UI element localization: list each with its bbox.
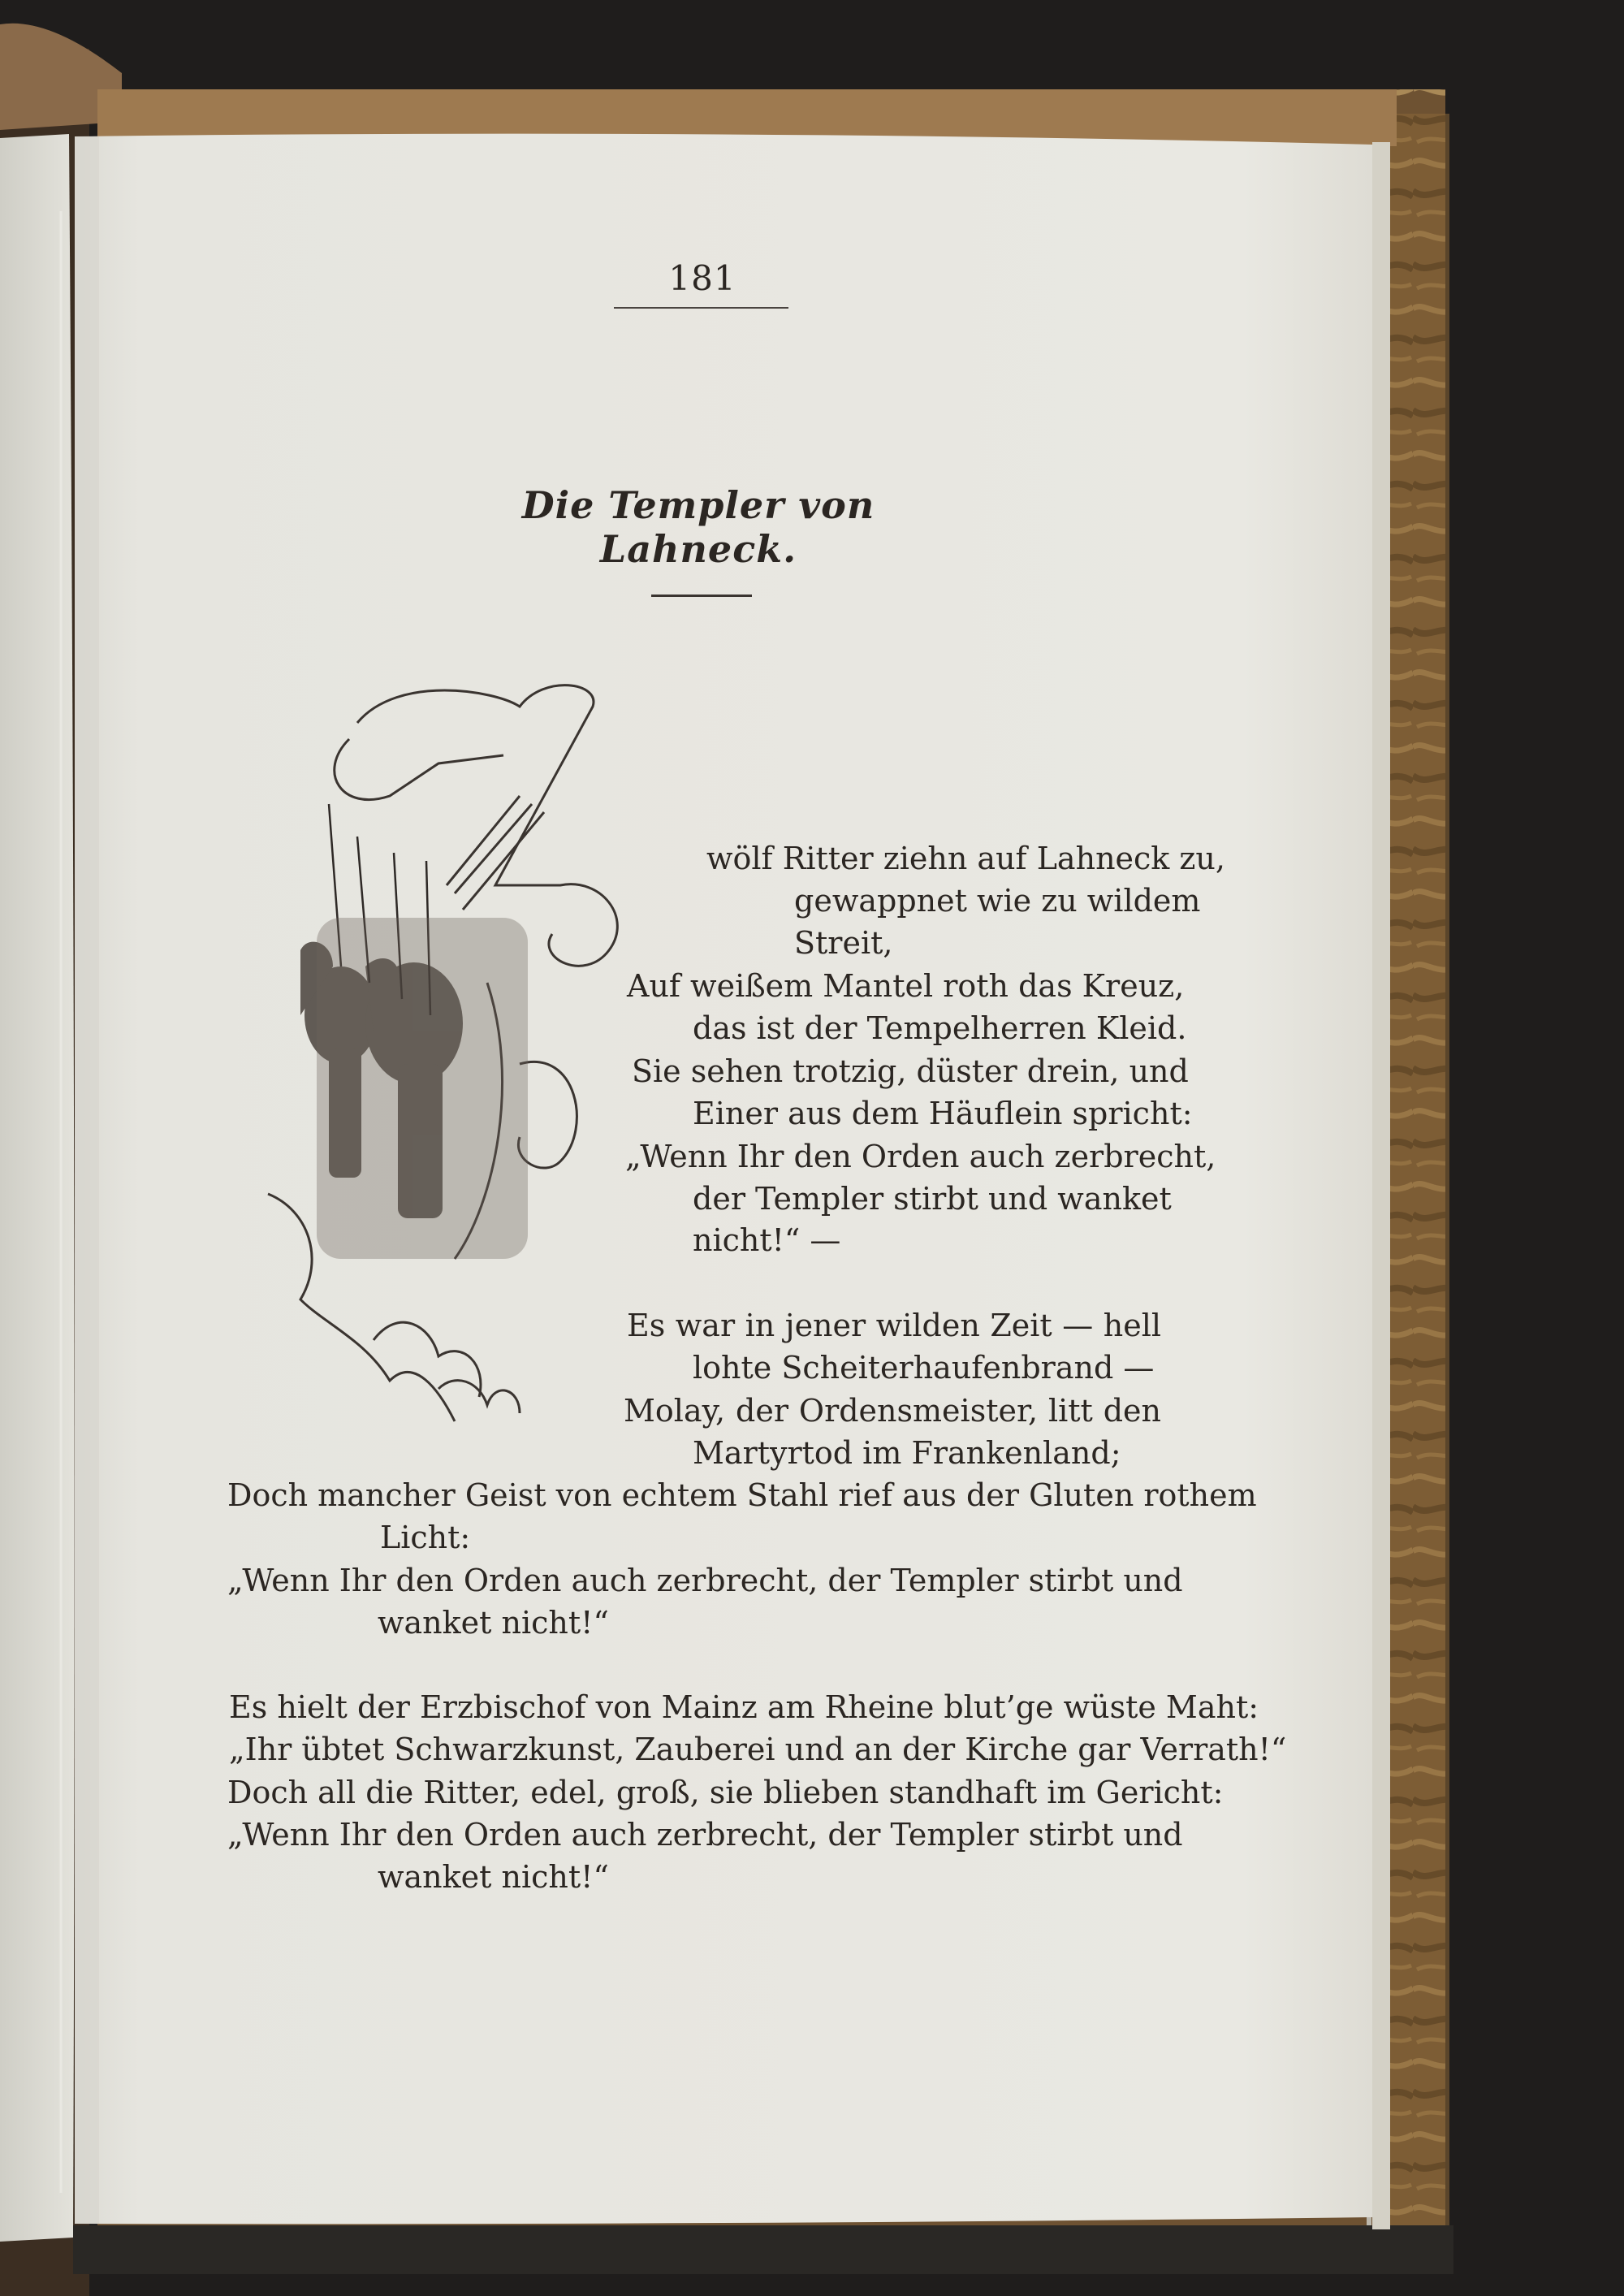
page-number-rule (614, 307, 788, 309)
poem-line: „Wenn Ihr den Orden auch zerbrecht, (625, 1139, 1216, 1174)
poem-line: Molay, der Ordensmeister, litt den (624, 1393, 1161, 1429)
poem-line: das ist der Tempelherren Kleid. (693, 1010, 1187, 1046)
poem-line: der Templer stirbt und wanket (693, 1181, 1172, 1217)
title-rule (651, 595, 752, 597)
poem-line: Es war in jener wilden Zeit — hell (627, 1308, 1161, 1343)
poem-line: „Wenn Ihr den Orden auch zerbrecht, der Templer stirbt und (227, 1817, 1183, 1853)
poem-line: wölf Ritter ziehn auf Lahneck zu, (706, 841, 1225, 876)
poem-line: Es hielt der Erzbischof von Mainz am Rheine blut’ge wüste Maht: (229, 1689, 1259, 1725)
poem-line: „Ihr übtet Schwarzkunst, Zauberei und an der Kirche gar Verrath!“ (229, 1732, 1287, 1767)
poem-line: Einer aus dem Häuflein spricht: (693, 1096, 1193, 1131)
poem-line: Licht: (380, 1520, 471, 1555)
poem-title: Die Templer von Lahneck. (521, 483, 875, 571)
poem-line: nicht!“ — (693, 1222, 841, 1258)
poem-line: Doch mancher Geist von echtem Stahl rief aus der Gluten rothem (227, 1477, 1257, 1513)
poem-line: gewappnet wie zu wildem (794, 883, 1201, 919)
poem-line: Sie sehen trotzig, düster drein, und (632, 1053, 1189, 1089)
poem-line: Streit, (794, 925, 893, 961)
poem-line: „Wenn Ihr den Orden auch zerbrecht, der Templer stirbt und (227, 1563, 1183, 1598)
poem-line: wanket nicht!“ (378, 1859, 609, 1895)
poem-line: wanket nicht!“ (378, 1605, 609, 1641)
poem-line: Martyrtod im Frankenland; (693, 1435, 1121, 1471)
page-number: 181 (668, 258, 736, 298)
poem-line: Auf weißem Mantel roth das Kreuz, (627, 968, 1185, 1004)
poem-line: Doch all die Ritter, edel, groß, sie blieben standhaft im Gericht: (227, 1775, 1224, 1810)
poem-line: lohte Scheiterhaufenbrand — (693, 1350, 1155, 1386)
